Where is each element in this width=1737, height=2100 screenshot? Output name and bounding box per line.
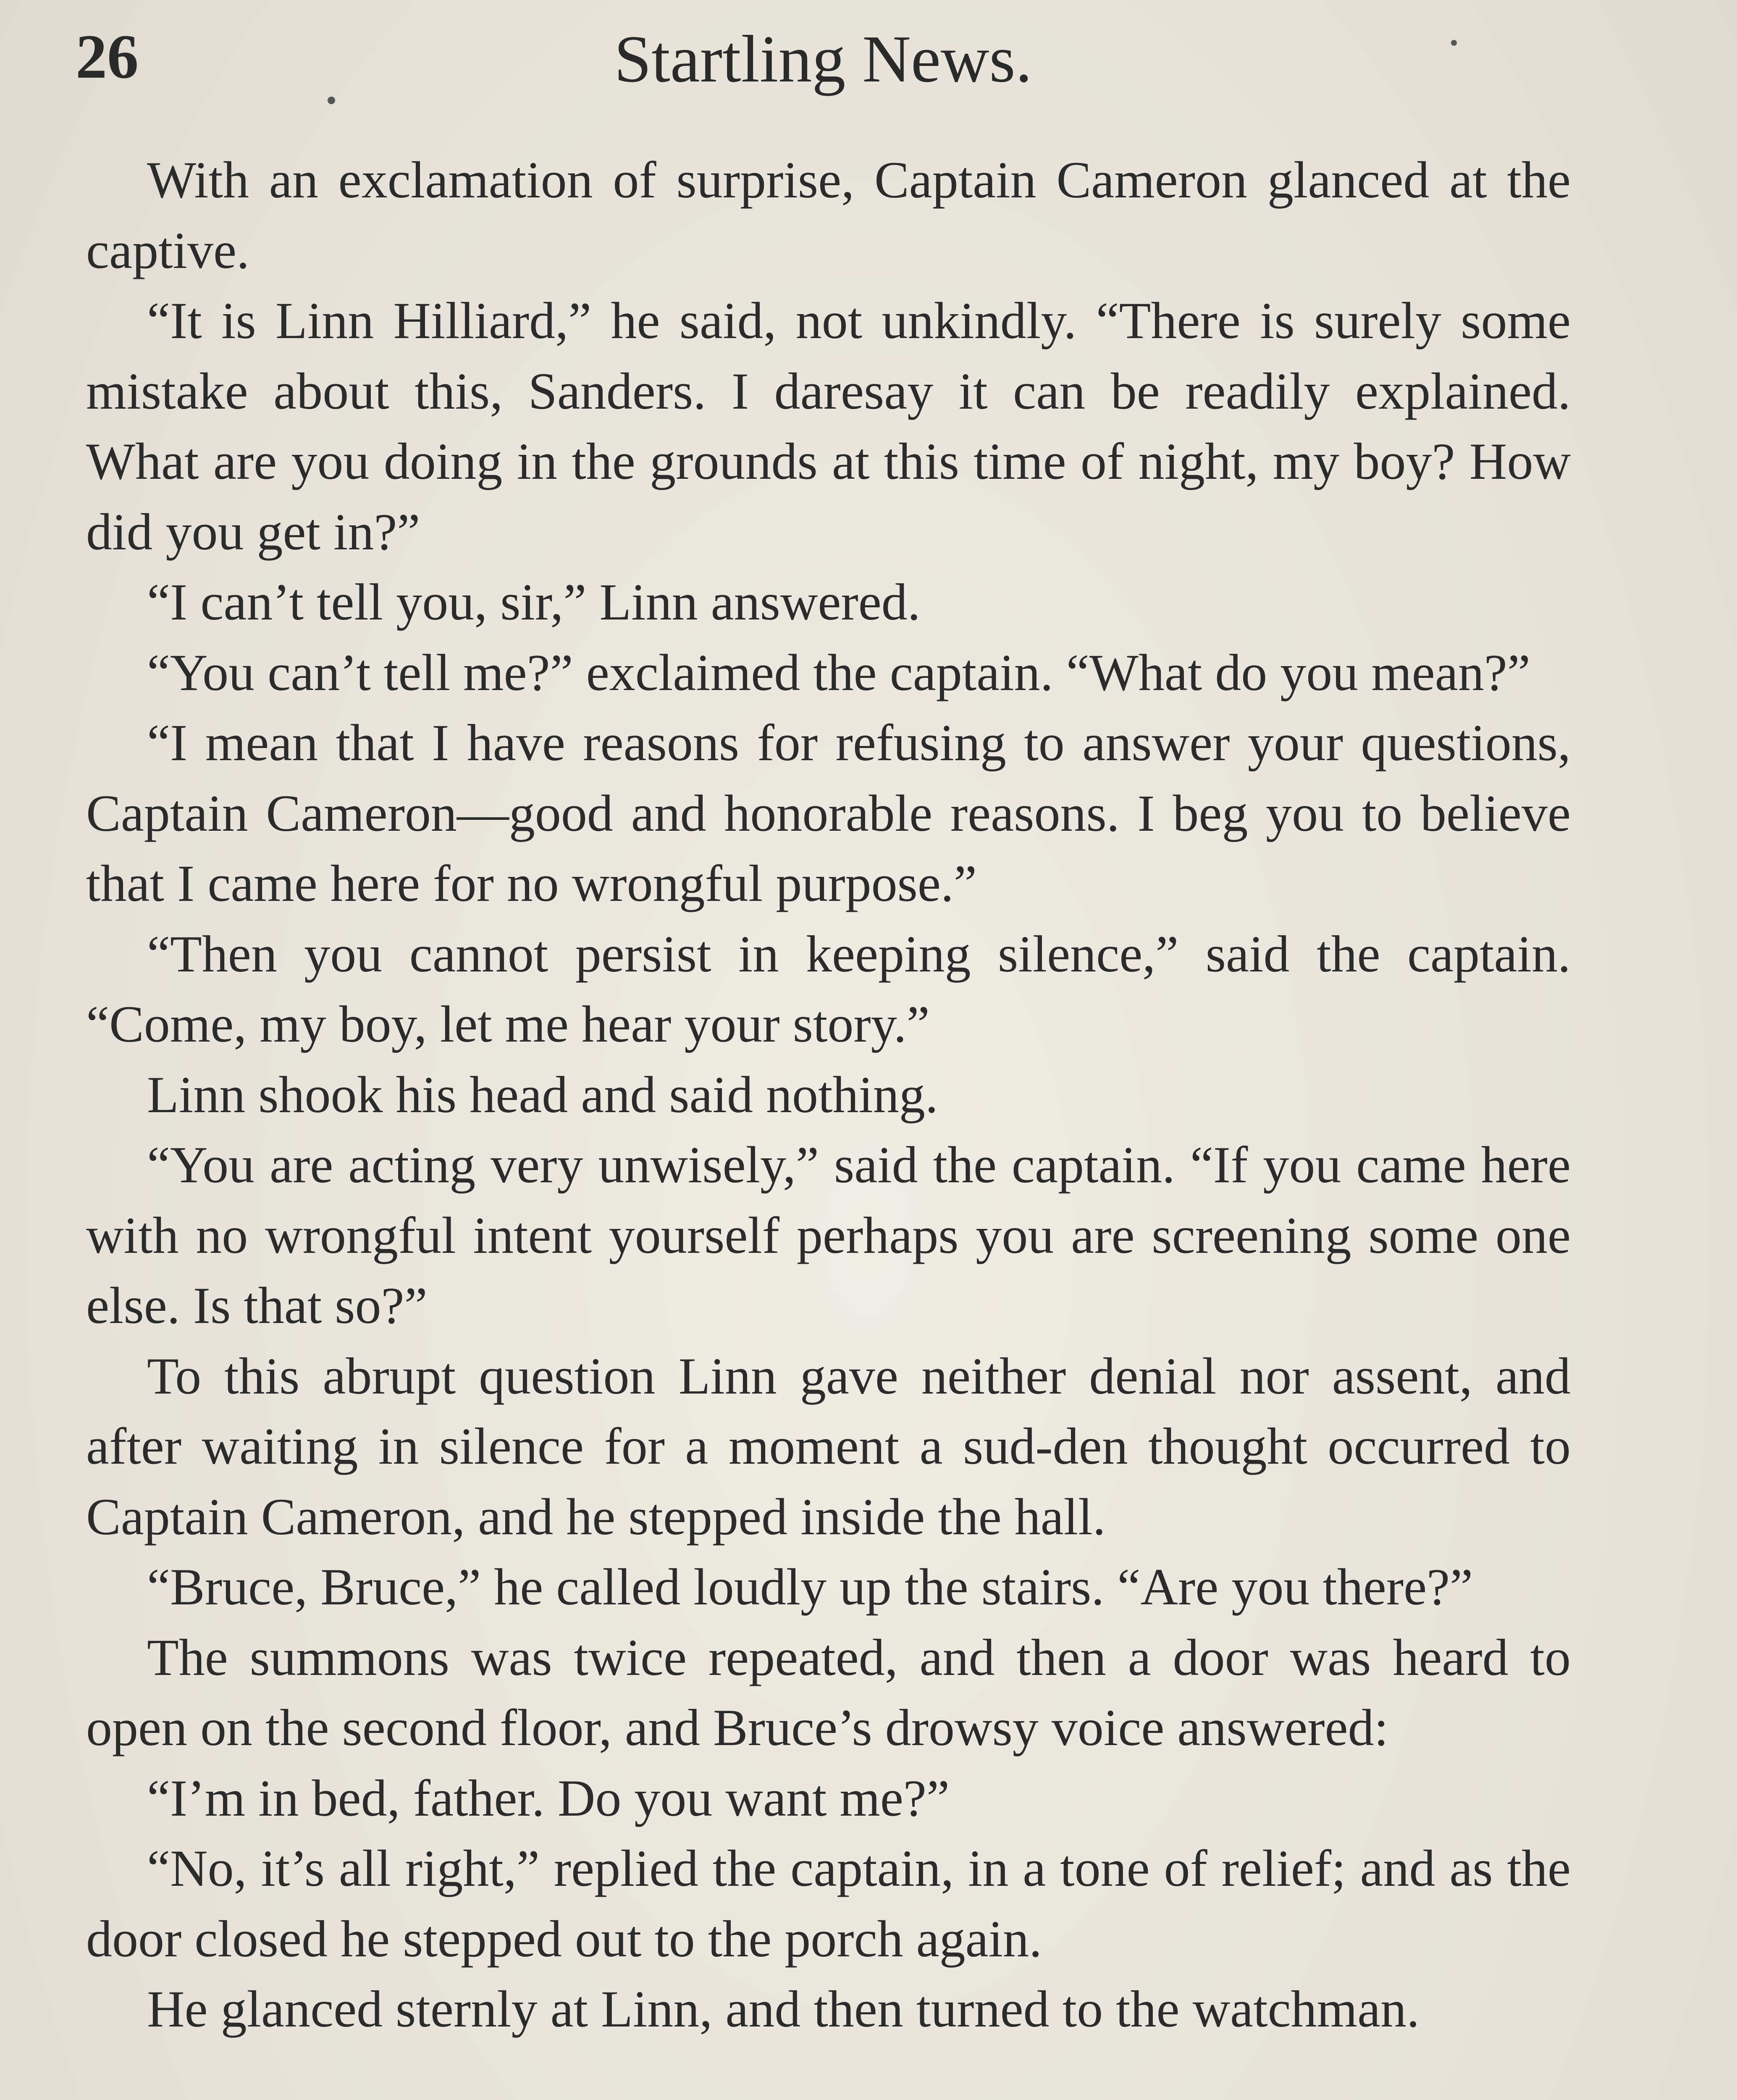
paragraph: The summons was twice repeated, and then a door was heard to open on the second floor, and Bruce’s drowsy voice answered: <box>86 1628 1571 1756</box>
paragraph: “You can’t tell me?” exclaimed the captain. “What do you mean?” <box>147 643 1530 701</box>
page-number: 26 <box>76 22 139 92</box>
paragraph: “I can’t tell you, sir,” Linn answered. <box>147 573 921 631</box>
paragraph: “Bruce, Bruce,” he called loudly up the stairs. “Are you there?” <box>147 1558 1473 1616</box>
running-title: Startling News. <box>614 21 1032 96</box>
paragraph: “I mean that I have reasons for refusing to answer your questions, Captain Cameron—good and honorable reasons. I beg you to believe that I came here for no wrongful purpose.” <box>86 714 1571 912</box>
paragraph: “I’m in bed, father. Do you want me?” <box>147 1769 950 1827</box>
paragraph: “It is Linn Hilliard,” he said, not unkindly. “There is surely some mistake about this, Sanders. I daresay it can be readily explained. What are you doing in the grounds at this time of night, my boy? How did you get in?” <box>86 292 1571 561</box>
paragraph: He glanced sternly at Linn, and then turned to the watchman. <box>147 1980 1420 2038</box>
body-text <box>86 145 1571 2045</box>
paragraph: “You are acting very unwisely,” said the captain. “If you came here with no wrongful intent yourself perhaps you are screening some one else. Is that so?” <box>86 1136 1571 1334</box>
paragraph: With an exclamation of surprise, Captain Cameron glanced at the captive. <box>86 151 1571 279</box>
page-header <box>76 17 1571 109</box>
paragraph: “Then you cannot persist in keeping silence,” said the captain. “Come, my boy, let me hear your story.” <box>86 925 1571 1053</box>
paragraph: “No, it’s all right,” replied the captain, in a tone of relief; and as the door closed he stepped out to the porch again. <box>86 1840 1571 1968</box>
paragraph: To this abrupt question Linn gave neither denial nor assent, and after waiting in silence for a moment a sud-den thought occurred to Captain Cameron, and he stepped inside the hall. <box>86 1347 1571 1546</box>
paragraph: Linn shook his head and said nothing. <box>147 1066 938 1124</box>
